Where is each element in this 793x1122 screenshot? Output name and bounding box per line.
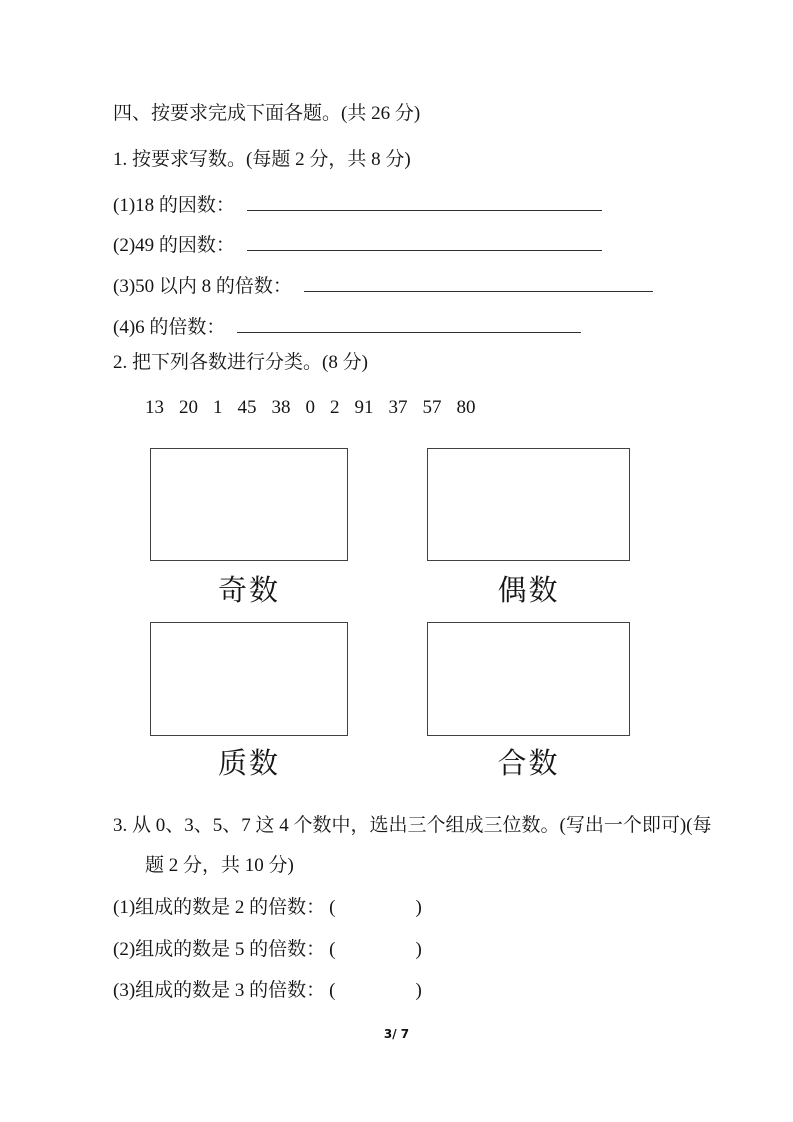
number-item: 80: [456, 397, 476, 418]
q3-item-2: [113, 937, 422, 963]
number-item: 38: [271, 397, 291, 418]
q1-item-3-label: (3)50 以内 8 的倍数：: [113, 276, 292, 297]
number-item: 57: [422, 397, 442, 418]
q1-item-4-label: (4)6 的倍数：: [113, 317, 226, 338]
q3-item-1: [113, 895, 422, 921]
q1-item-2: [113, 230, 602, 259]
number-item: 37: [388, 397, 408, 418]
composite-numbers-box: [427, 622, 630, 736]
q1-item-1-answer-blank: [247, 190, 602, 211]
q3-item-1-label: (1)组成的数是 2 的倍数：: [113, 897, 326, 918]
q1-item-2-answer-blank: [247, 230, 602, 251]
q3-item-2-close-paren: ): [415, 939, 422, 960]
q3-item-3: [113, 978, 422, 1004]
odd-numbers-label: 奇数: [217, 575, 280, 607]
q1-item-4: [113, 312, 581, 341]
q3-item-3-label: (3)组成的数是 3 的倍数：: [113, 980, 326, 1001]
composite-numbers-label: 合数: [497, 748, 560, 780]
question-2-heading: 2. 把下列各数进行分类。(8 分): [113, 352, 368, 373]
number-item: 2: [330, 397, 340, 418]
q3-item-1-close-paren: ): [415, 897, 422, 918]
q1-item-1: [113, 190, 602, 219]
prime-numbers-box: [150, 622, 348, 736]
q3-item-3-open-paren: (: [329, 980, 336, 1001]
section-4-heading: 四、按要求完成下面各题。(共 26 分): [113, 103, 421, 124]
number-item: 1: [213, 397, 223, 418]
page-number: 3/ 7: [383, 1027, 410, 1041]
q1-item-2-label: (2)49 的因数：: [113, 235, 235, 256]
q1-item-3-answer-blank: [304, 271, 653, 292]
number-item: 45: [237, 397, 257, 418]
number-item: 0: [305, 397, 315, 418]
even-numbers-label: 偶数: [497, 575, 560, 607]
q1-item-4-answer-blank: [237, 312, 581, 333]
prime-numbers-label: 质数: [217, 748, 280, 780]
number-item: 20: [179, 397, 198, 418]
q3-item-2-open-paren: (: [329, 939, 336, 960]
q1-item-1-label: (1)18 的因数：: [113, 195, 235, 216]
question-1-heading: 1. 按要求写数。(每题 2 分，共 8 分): [113, 149, 411, 170]
odd-numbers-box: [150, 448, 348, 561]
question-3-heading-line1: 3. 从 0、3、5、7 这 4 个数中，选出三个组成三位数。(写出一个即可)(每: [113, 815, 712, 836]
question-3-heading-line2: 题 2 分，共 10 分): [145, 855, 294, 876]
q2-number-list: [145, 395, 476, 421]
q3-item-1-open-paren: (: [329, 897, 336, 918]
number-item: 91: [354, 397, 374, 418]
q3-item-3-close-paren: ): [415, 980, 422, 1001]
even-numbers-box: [427, 448, 630, 561]
q1-item-3: [113, 271, 653, 300]
number-item: 13: [145, 397, 164, 418]
q3-item-2-label: (2)组成的数是 5 的倍数：: [113, 939, 326, 960]
